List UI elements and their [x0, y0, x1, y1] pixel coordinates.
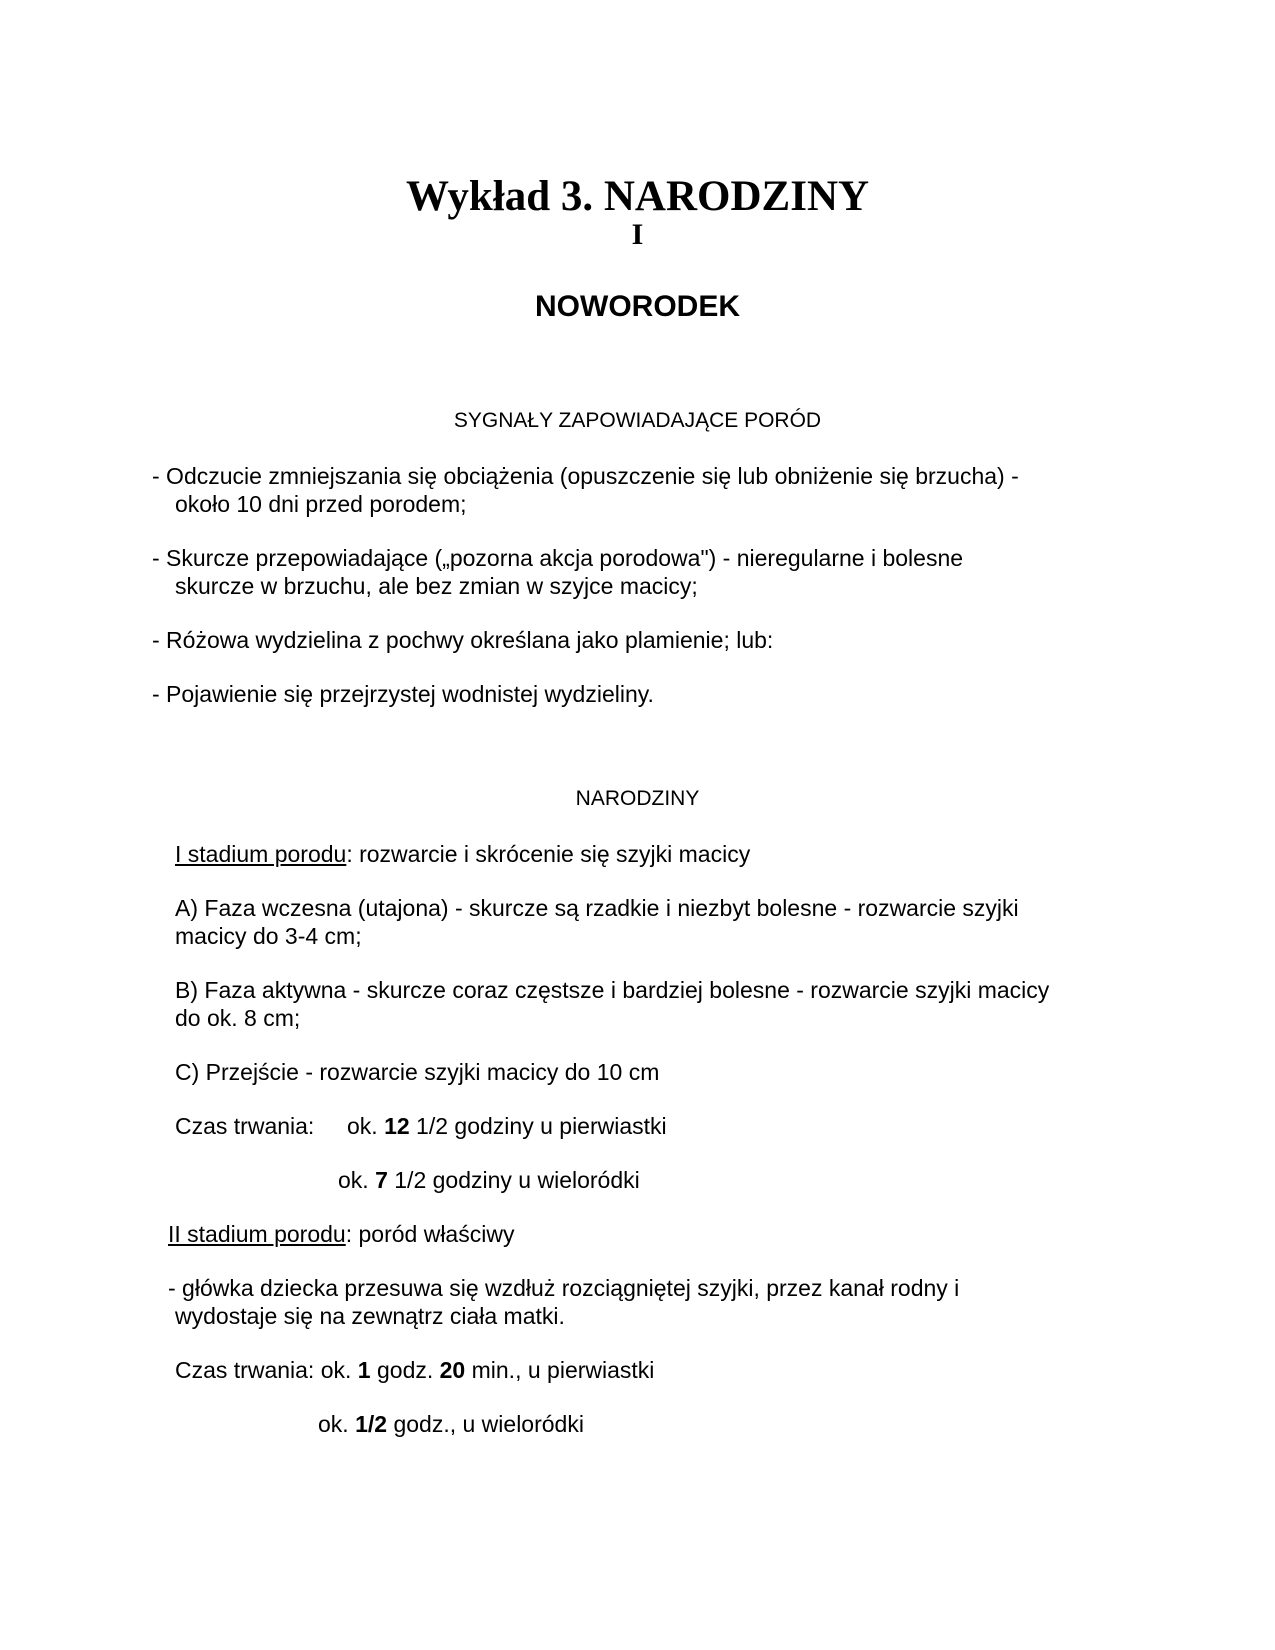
section-heading-signals: SYGNAŁY ZAPOWIADAJĄCE PORÓD	[453, 409, 822, 432]
duration-2-second-pre: ok.	[318, 1411, 356, 1437]
signal-item-2-line1: - Skurcze przepowiadające („pozorna akcja porodowa") - nieregularne i bolesne	[152, 545, 964, 571]
duration-2-mid: godz.	[370, 1357, 440, 1383]
page-subtitle: NOWORODEK	[535, 290, 740, 323]
signal-item-1-line1: - Odczucie zmniejszania się obciążenia (opuszczenie się lub obniżenie się brzucha) -	[152, 463, 1019, 489]
phase-b-line1: B) Faza aktywna - skurcze coraz częstsze i bardziej bolesne - rozwarcie szyjki macicy	[175, 977, 1050, 1003]
stage-1-line	[175, 840, 750, 868]
duration-1-second	[338, 1166, 640, 1194]
phase-b-line2: do ok. 8 cm;	[175, 1005, 301, 1031]
section-heading-birth: NARODZINY	[575, 787, 700, 810]
duration-1-second-value: 7	[375, 1167, 388, 1193]
duration-2-minutes: 20	[439, 1357, 466, 1383]
duration-2-second-value: 1/2	[355, 1411, 388, 1437]
duration-2-hours: 1	[357, 1357, 371, 1383]
duration-1-first-post: 1/2 godziny u pierwiastki	[409, 1113, 667, 1139]
phase-a-line2: macicy do 3-4 cm;	[175, 923, 362, 949]
stage-2-desc-line1: - główka dziecka przesuwa się wzdłuż rozciągniętej szyjki, przez kanał rodny i	[168, 1275, 960, 1301]
duration-1-first-value: 12	[384, 1113, 410, 1139]
duration-1-second-pre: ok.	[338, 1167, 376, 1193]
signal-item-1-line2: około 10 dni przed porodem;	[175, 491, 467, 517]
duration-1-second-post: 1/2 godziny u wieloródki	[387, 1167, 640, 1193]
signal-item-2-line2: skurcze w brzuchu, ale bez zmian w szyjce macicy;	[175, 573, 698, 599]
signal-item-4: - Pojawienie się przejrzystej wodnistej wydzieliny.	[152, 681, 654, 707]
stage-2-desc-line2: wydostaje się na zewnątrz ciała matki.	[175, 1303, 565, 1329]
duration-2-first-pre: Czas trwania: ok.	[175, 1357, 358, 1383]
phase-a-line1: A) Faza wczesna (utajona) - skurcze są rzadkie i niezbyt bolesne - rozwarcie szyjki	[175, 895, 1019, 921]
stage-2-text: : poród właściwy	[345, 1221, 515, 1247]
duration-1-label: Czas trwania:	[175, 1113, 315, 1139]
stage-1-text: : rozwarcie i skrócenie się szyjki macicy	[346, 841, 751, 867]
phase-c: C) Przejście - rozwarcie szyjki macicy do 10 cm	[175, 1059, 660, 1085]
stage-2-line	[168, 1220, 514, 1248]
roman-numeral: I	[631, 218, 644, 251]
duration-1-first-pre: ok.	[347, 1113, 385, 1139]
stage-2-label: II stadium porodu	[168, 1221, 346, 1247]
page-title: Wykład 3. NARODZINY	[405, 173, 870, 220]
duration-2-first-post: min., u pierwiastki	[465, 1357, 655, 1383]
duration-2-second-post: godz., u wieloródki	[387, 1411, 584, 1437]
stage-1-label: I stadium porodu	[175, 841, 347, 867]
duration-2-second	[318, 1410, 584, 1438]
duration-2-first	[175, 1356, 654, 1384]
duration-1-first	[347, 1112, 667, 1140]
signal-item-3: - Różowa wydzielina z pochwy określana jako plamienie; lub:	[152, 627, 774, 653]
